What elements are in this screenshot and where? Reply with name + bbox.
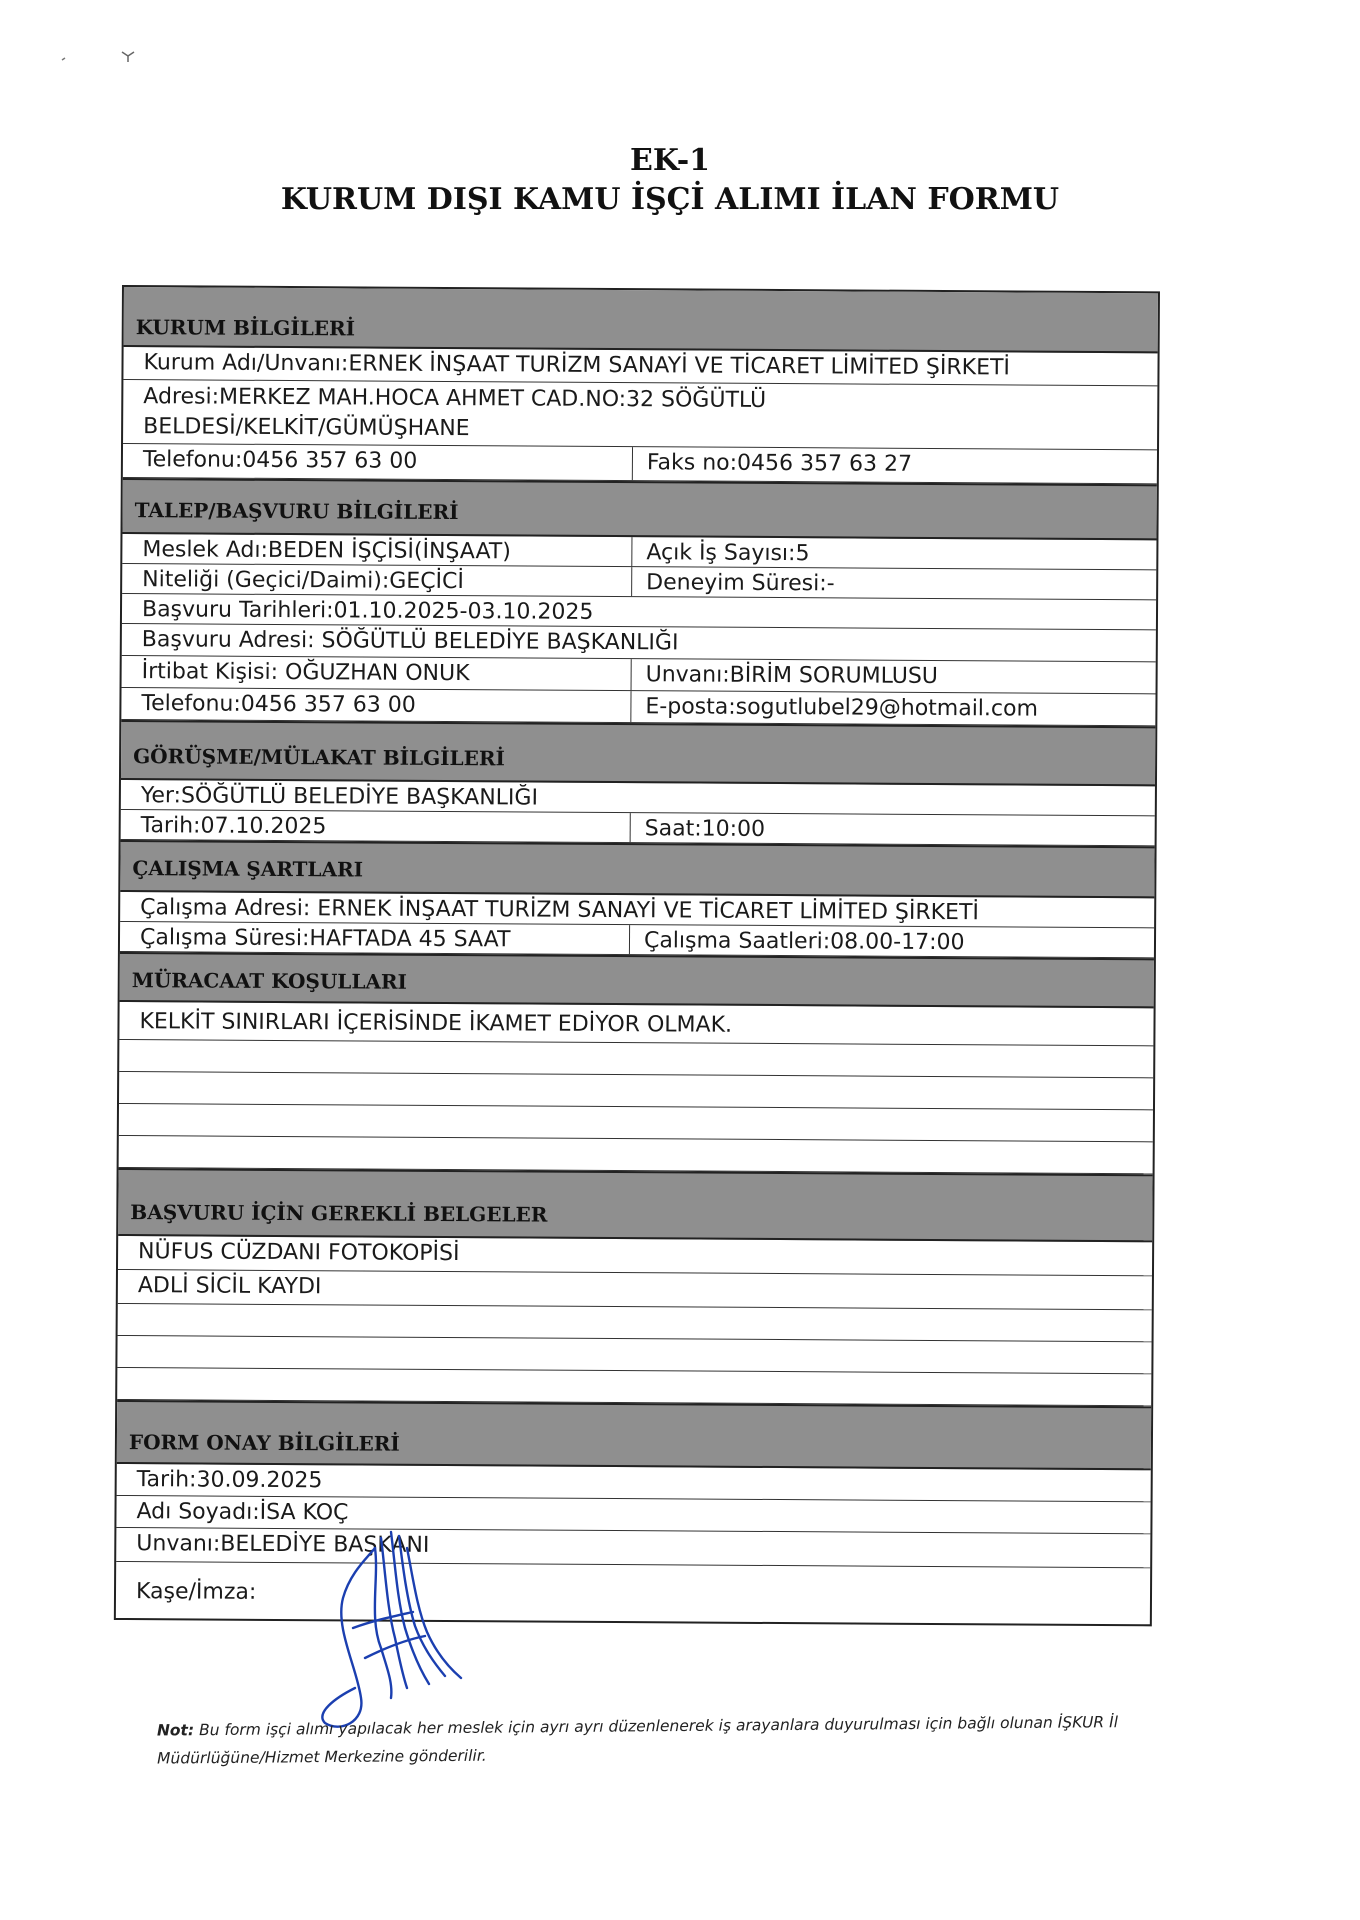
document-item [117,1368,1151,1405]
announcement-form [114,285,1160,1626]
work-address: Çalışma Adresi: ERNEK İNŞAAT TURİZM SANAYİ VE TİCARET LİMİTED ŞİRKETİ [140,895,980,926]
document-item [117,1336,1151,1373]
contact-title: Unvanı:BİRİM SORUMLUSU [645,662,939,689]
document-item [118,1304,1152,1341]
contact-person: İrtibat Kişisi: OĞUZHAN ONUK [122,656,632,690]
contact-email: E-posta:sogutlubel29@hotmail.com [645,694,1039,722]
institution-phone: Telefonu:0456 357 63 00 [123,444,633,480]
institution-address: Adresi:MERKEZ MAH.HOCA AHMET CAD.NO:32 SÖĞÜTLÜ BELDESİ/KELKİT/GÜMÜŞHANE [143,384,767,442]
institution-name: Kurum Adı/Unvanı:ERNEK İNŞAAT TURİZM SANAYİ VE TİCARET LİMİTED ŞİRKETİ [143,350,1011,381]
interview-place: Yer:SÖĞÜTLÜ BELEDİYE BAŞKANLIĞI [140,783,539,811]
section-header-onay: FORM ONAY BİLGİLERİ [117,1400,1151,1470]
interview-date: Tarih:07.10.2025 [121,810,631,842]
section-header-belgeler: BAŞVURU İÇİN GEREKLİ BELGELER [118,1168,1152,1242]
job-nature: Niteliği (Geçici/Daimi):GEÇİCİ [122,564,632,596]
section-header-gorusme: GÖRÜŞME/MÜLAKAT BİLGİLERİ [121,720,1155,786]
page-title: KURUM DIŞI KAMU İŞÇİ ALIMI İLAN FORMU [280,182,1060,217]
section-header-talep: TALEP/BAŞVURU BİLGİLERİ [122,478,1156,540]
approver-title: Unvanı:BELEDİYE BAŞKANI [136,1531,430,1558]
profession-name: Meslek Adı:BEDEN İŞÇİSİ(İNŞAAT) [122,534,632,566]
condition-text: KELKİT SINIRLARI İÇERİSİNDE İKAMET EDİYOR OLMAK. [139,1009,733,1038]
work-duration: Çalışma Süresi:HAFTADA 45 SAAT [120,922,630,954]
condition-text [119,1040,1153,1077]
institution-fax: Faks no:0456 357 63 27 [646,450,913,477]
condition-row [119,1002,1153,1046]
condition-text [119,1104,1153,1141]
document-item: NÜFUS CÜZDANI FOTOKOPİSİ [138,1239,460,1267]
document-item: ADLİ SİCİL KAYDI [137,1273,322,1300]
section-header-calisma: ÇALIŞMA ŞARTLARI [120,840,1154,898]
work-hours: Çalışma Saatleri:08.00-17:00 [643,928,965,956]
approval-date: Tarih:30.09.2025 [136,1467,323,1494]
stamp-signature-label: Kaşe/İmza: [135,1579,257,1605]
condition-text [119,1136,1153,1173]
scan-speck [60,48,140,68]
contact-phone: Telefonu:0456 357 63 00 [121,688,631,722]
footnote [157,1707,1197,1772]
section-header-kurum: KURUM BİLGİLERİ [124,287,1158,353]
interview-time: Saat:10:00 [644,816,766,842]
form-row [116,1562,1150,1624]
application-address: Başvuru Adresi: SÖĞÜTLÜ BELEDİYE BAŞKANLIĞI [141,627,679,656]
open-positions: Açık İş Sayısı:5 [646,540,810,567]
application-dates: Başvuru Tarihleri:01.10.2025-03.10.2025 [141,597,594,625]
note-text: Bu form işçi alımı yapılacak her meslek için ayrı ayrı düzenlenerek iş arayanlara duyurulması için bağlı olunan İŞKUR İl Müdürlüğüne/Hizmet Merkezine gönderilir. [157,1713,1119,1768]
form-row [123,380,1157,450]
experience-duration: Deneyim Süresi:- [646,570,835,597]
note-label: Not: [156,1721,195,1740]
condition-text [119,1072,1153,1109]
approver-name: Adı Soyadı:İSA KOÇ [136,1499,349,1526]
annex-label: EK-1 [629,143,711,178]
section-header-muracaat: MÜRACAAT KOŞULLARI [120,952,1154,1008]
